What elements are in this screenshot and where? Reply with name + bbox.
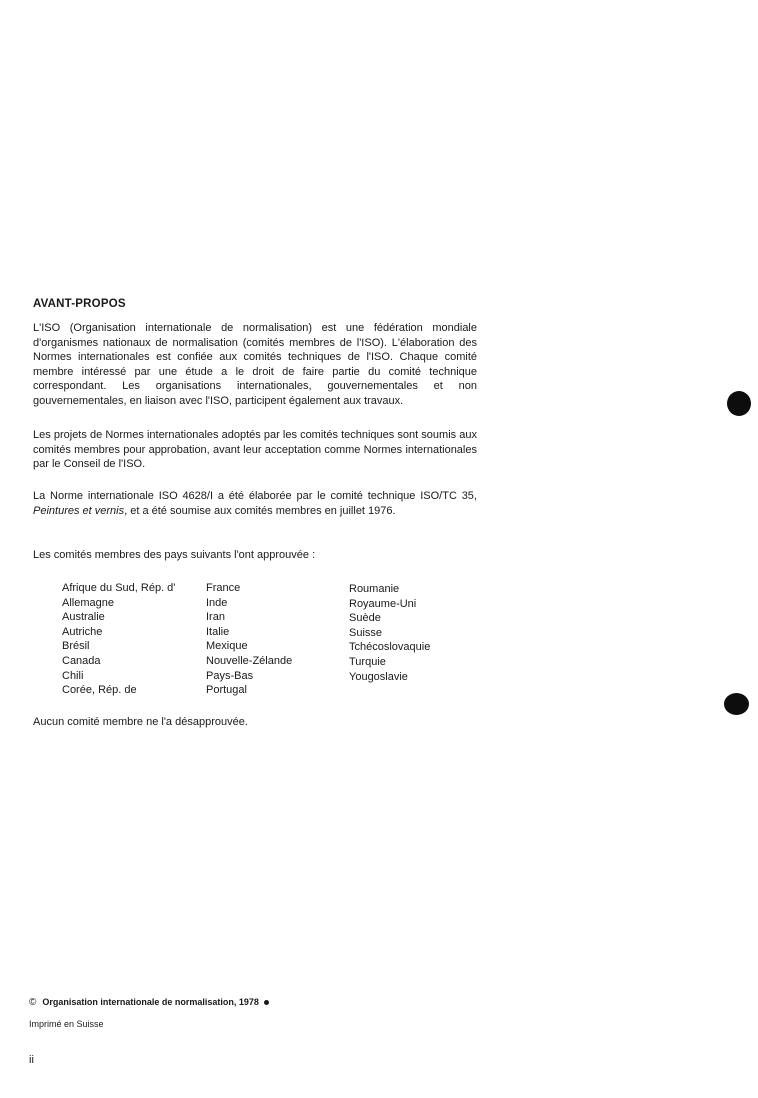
punch-hole-icon	[724, 693, 749, 715]
country-item: Chili	[62, 669, 84, 682]
committee-title: Peintures et vernis	[33, 504, 125, 517]
page-number: ii	[29, 1054, 34, 1066]
country-item: Turquie	[349, 655, 386, 668]
country-item: Inde	[206, 596, 228, 609]
country-item: Pays-Bas	[206, 669, 254, 682]
foreword-paragraph-3	[33, 489, 477, 518]
printed-in-notice: Imprimé en Suisse	[29, 1019, 104, 1029]
country-column-1	[62, 581, 175, 698]
country-column-3	[349, 582, 430, 684]
country-item: Nouvelle-Zélande	[206, 654, 293, 667]
copyright-symbol: ©	[29, 997, 37, 1008]
country-item: Portugal	[206, 684, 247, 697]
country-item: Allemagne	[62, 596, 114, 609]
country-item: Australie	[62, 611, 105, 624]
country-item: Suède	[349, 612, 381, 625]
punch-hole-icon	[727, 391, 751, 416]
section-heading: AVANT-PROPOS	[33, 298, 126, 310]
country-item: Italie	[206, 625, 230, 638]
approving-countries-list	[62, 581, 482, 701]
approval-intro: Les comités membres des pays suivants l'ont approuvée :	[33, 549, 316, 561]
country-item: Yougoslavie	[349, 670, 408, 683]
disapproval-statement: Aucun comité membre ne l'a désapprouvée.	[33, 716, 248, 728]
country-item: Suisse	[349, 626, 383, 639]
country-column-2	[206, 581, 292, 698]
bullet-dot-icon	[264, 1000, 269, 1005]
foreword-paragraph-2: Les projets de Normes internationales adoptés par les comités techniques sont soumis aux comités membres pour approbation, avant leur acceptation comme Normes internationales par le Conseil de l'ISO.	[33, 429, 477, 471]
country-item: France	[206, 582, 241, 594]
country-item: Corée, Rép. de	[62, 684, 137, 697]
country-item: Canada	[62, 654, 101, 667]
paragraph-3-text-end: , et a été soumise aux comités membres en juillet 1976.	[124, 504, 396, 517]
country-item: Iran	[206, 611, 225, 624]
country-item: Brésil	[62, 640, 90, 653]
copyright-text: Organisation internationale de normalisation, 1978	[42, 997, 259, 1007]
country-item: Tchécoslovaquie	[349, 641, 431, 654]
country-item: Autriche	[62, 625, 103, 638]
copyright-notice	[29, 997, 269, 1008]
country-item: Mexique	[206, 640, 248, 653]
paragraph-3-text-start: La Norme internationale ISO 4628/I a été élaborée par le comité technique ISO/TC 35,	[33, 490, 477, 502]
foreword-paragraph-1: L'ISO (Organisation internationale de normalisation) est une fédération mondiale d'organismes nationaux de normalisation (comités membres de l'ISO). L'élaboration des Normes internationales est confiée aux comités techniques de l'ISO. Chaque comité membre intéressé par une étude a le droit de faire partie du comité technique correspondant. Les organisations internationales, gouvernementales et non gouvernementales, en liaison avec l'ISO, participent également aux travaux.	[33, 322, 477, 407]
country-item: Roumanie	[349, 583, 400, 595]
country-item: Royaume-Uni	[349, 597, 417, 610]
country-item: Afrique du Sud, Rép. d'	[62, 582, 176, 594]
